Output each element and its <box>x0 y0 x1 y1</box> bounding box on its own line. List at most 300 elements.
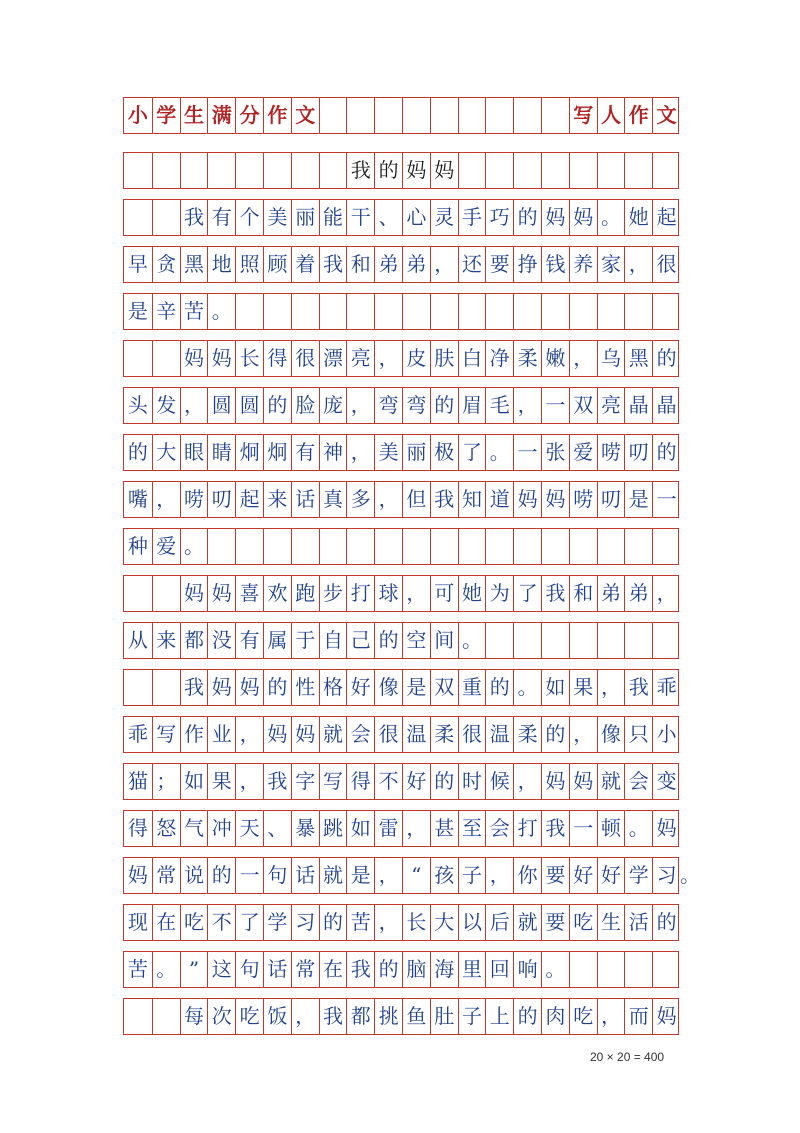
essay-cell <box>152 670 180 705</box>
essay-cell: 是 <box>402 670 430 705</box>
essay-cell: 毛 <box>485 388 513 423</box>
essay-cell: 我 <box>319 999 347 1034</box>
essay-cell: 话 <box>291 482 319 517</box>
essay-cell <box>346 294 374 329</box>
essay-cell: 的 <box>513 200 541 235</box>
essay-cell: 丽 <box>402 435 430 470</box>
essay-cell: 有 <box>207 200 235 235</box>
essay-cell <box>374 294 402 329</box>
essay-cell: 的 <box>263 388 291 423</box>
essay-cell: 眼 <box>180 435 208 470</box>
essay-cell: 没 <box>207 623 235 658</box>
essay-cell: 我 <box>541 811 569 846</box>
essay-cell: 妈 <box>652 999 680 1034</box>
essay-line <box>123 857 700 894</box>
essay-cell: 我 <box>624 670 652 705</box>
essay-cell: 肚 <box>430 999 458 1034</box>
essay-cell: 气 <box>180 811 208 846</box>
essay-cell: ， <box>180 388 208 423</box>
essay-cell: 发 <box>152 388 180 423</box>
essay-cell: 亮 <box>346 341 374 376</box>
essay-cell: 跑 <box>291 576 319 611</box>
essay-cell: 的 <box>374 623 402 658</box>
essay-cell: 而 <box>624 999 652 1034</box>
essay-cell: 美 <box>263 200 291 235</box>
essay-cell: 子 <box>458 858 486 893</box>
essay-cell: 了 <box>513 576 541 611</box>
essay-cell: 果 <box>207 764 235 799</box>
essay-cell: 弯 <box>374 388 402 423</box>
essay-cell: 巧 <box>485 200 513 235</box>
essay-cell: 乖 <box>127 722 148 746</box>
title-cell <box>235 153 263 188</box>
essay-cell: 球 <box>374 576 402 611</box>
essay-cell: 变 <box>652 764 680 799</box>
essay-cell: 。 <box>624 811 652 846</box>
essay-cell: 在 <box>152 905 180 940</box>
essay-cell <box>541 294 569 329</box>
essay-cell: 地 <box>207 247 235 282</box>
essay-cell: 她 <box>624 200 652 235</box>
essay-cell: 的 <box>541 717 569 752</box>
essay-cell: 有 <box>235 623 263 658</box>
essay-cell <box>152 999 180 1034</box>
essay-cell: 于 <box>291 623 319 658</box>
essay-cell: 如 <box>541 670 569 705</box>
essay-cell: 习 <box>652 858 680 893</box>
essay-cell: 和 <box>346 247 374 282</box>
essay-cell: 庞 <box>319 388 347 423</box>
essay-cell <box>319 294 347 329</box>
essay-cell: 句 <box>263 858 291 893</box>
essay-cell: 脑 <box>402 952 430 987</box>
essay-cell: 唠 <box>597 435 625 470</box>
essay-cell: 我 <box>180 670 208 705</box>
essay-cell: 好 <box>597 858 625 893</box>
essay-cell: 的 <box>263 670 291 705</box>
essay-cell <box>152 341 180 376</box>
essay-cell: 常 <box>152 858 180 893</box>
essay-cell: ， <box>430 247 458 282</box>
essay-cell <box>319 529 347 564</box>
essay-line <box>123 246 679 283</box>
essay-cell: 鱼 <box>402 999 430 1034</box>
header-cell: 作 <box>624 98 652 133</box>
essay-line <box>123 763 679 800</box>
essay-cell: 喜 <box>235 576 263 611</box>
essay-cell: 苦 <box>346 905 374 940</box>
essay-line <box>123 575 679 612</box>
essay-cell <box>485 623 513 658</box>
essay-cell: 一 <box>569 811 597 846</box>
essay-cell: 很 <box>374 717 402 752</box>
essay-cell: 灵 <box>430 200 458 235</box>
essay-cell: 张 <box>541 435 569 470</box>
essay-cell: 学 <box>263 905 291 940</box>
essay-cell <box>569 529 597 564</box>
essay-cell: 手 <box>458 200 486 235</box>
essay-cell: 只 <box>624 717 652 752</box>
essay-cell: 后 <box>485 905 513 940</box>
overflow-punctuation: 。 <box>680 863 700 887</box>
essay-line <box>123 434 679 471</box>
essay-cell: ， <box>513 388 541 423</box>
essay-line <box>123 199 679 236</box>
essay-cell: 性 <box>291 670 319 705</box>
essay-cell: 吃 <box>569 999 597 1034</box>
essay-cell: 肤 <box>430 341 458 376</box>
essay-cell: 业 <box>207 717 235 752</box>
essay-cell: 如 <box>346 811 374 846</box>
essay-cell: 说 <box>180 858 208 893</box>
essay-cell: 属 <box>263 623 291 658</box>
essay-cell <box>263 294 291 329</box>
essay-cell: 会 <box>346 717 374 752</box>
essay-cell <box>513 294 541 329</box>
essay-cell <box>291 294 319 329</box>
essay-cell: 眉 <box>458 388 486 423</box>
title-cell <box>458 153 486 188</box>
essay-cell: 是 <box>346 858 374 893</box>
essay-cell: 像 <box>597 717 625 752</box>
essay-cell: 黑 <box>180 247 208 282</box>
essay-cell: 辛 <box>152 294 180 329</box>
essay-cell <box>541 529 569 564</box>
essay-cell: 、 <box>374 200 402 235</box>
essay-cell: 子 <box>458 999 486 1034</box>
essay-cell: 像 <box>374 670 402 705</box>
essay-cell <box>124 999 152 1034</box>
essay-cell: ” <box>180 952 208 987</box>
essay-line <box>123 387 679 424</box>
essay-cell <box>235 294 263 329</box>
essay-cell: 可 <box>430 576 458 611</box>
essay-line <box>123 669 679 706</box>
essay-cell: 乖 <box>652 670 680 705</box>
essay-line <box>123 622 679 659</box>
essay-cell: 长 <box>235 341 263 376</box>
essay-cell <box>263 529 291 564</box>
essay-cell: 要 <box>485 247 513 282</box>
essay-cell: 头 <box>127 393 148 417</box>
essay-cell: 妈 <box>541 764 569 799</box>
essay-cell: 时 <box>458 764 486 799</box>
essay-cell: 肉 <box>541 999 569 1034</box>
essay-cell: 弟 <box>402 247 430 282</box>
essay-cell: 习 <box>291 905 319 940</box>
essay-cell: 。 <box>513 670 541 705</box>
essay-cell: 心 <box>402 200 430 235</box>
essay-cell: 得 <box>127 816 148 840</box>
header-cell: 文 <box>291 98 319 133</box>
essay-cell: 以 <box>458 905 486 940</box>
essay-cell: 妈 <box>541 200 569 235</box>
essay-cell: 写 <box>152 717 180 752</box>
essay-cell: 吃 <box>569 905 597 940</box>
essay-cell: 早 <box>127 252 148 276</box>
essay-cell: 弟 <box>374 247 402 282</box>
essay-cell <box>652 952 680 987</box>
essay-cell: 很 <box>652 247 680 282</box>
essay-line <box>123 810 679 847</box>
essay-cell: 是 <box>624 482 652 517</box>
essay-cell: 弯 <box>402 388 430 423</box>
essay-cell: 的 <box>430 388 458 423</box>
essay-cell: “ <box>402 858 430 893</box>
essay-cell: 常 <box>291 952 319 987</box>
essay-cell: 跳 <box>319 811 347 846</box>
essay-cell <box>652 623 680 658</box>
essay-cell: 的 <box>127 440 148 464</box>
essay-cell: 起 <box>235 482 263 517</box>
essay-cell <box>513 529 541 564</box>
essay-cell: 妈 <box>291 717 319 752</box>
essay-cell: 我 <box>319 247 347 282</box>
essay-cell: 现 <box>127 910 148 934</box>
essay-cell: ， <box>485 858 513 893</box>
essay-cell <box>430 294 458 329</box>
essay-cell: 种 <box>127 534 148 558</box>
essay-cell: 丽 <box>291 200 319 235</box>
essay-cell: 暴 <box>291 811 319 846</box>
essay-cell: 。 <box>180 529 208 564</box>
essay-cell: 怒 <box>152 811 180 846</box>
essay-cell: 会 <box>485 811 513 846</box>
essay-cell: 起 <box>652 200 680 235</box>
header-cell <box>485 98 513 133</box>
essay-cell: 知 <box>458 482 486 517</box>
essay-cell: 天 <box>235 811 263 846</box>
essay-cell: 的 <box>652 435 680 470</box>
essay-line <box>123 481 679 518</box>
essay-cell: ； <box>152 764 180 799</box>
essay-cell: 柔 <box>513 341 541 376</box>
essay-cell: 打 <box>346 576 374 611</box>
header-cell <box>458 98 486 133</box>
essay-cell: 要 <box>541 905 569 940</box>
essay-cell: 双 <box>430 670 458 705</box>
essay-cell: 冲 <box>207 811 235 846</box>
essay-cell: 在 <box>319 952 347 987</box>
essay-cell: 白 <box>458 341 486 376</box>
essay-cell: 一 <box>541 388 569 423</box>
essay-cell: 写 <box>319 764 347 799</box>
essay-cell: 。 <box>152 952 180 987</box>
essay-cell: 小 <box>652 717 680 752</box>
essay-cell: 这 <box>207 952 235 987</box>
essay-cell: ， <box>346 435 374 470</box>
essay-cell: 活 <box>624 905 652 940</box>
essay-line <box>123 716 679 753</box>
essay-cell: 的 <box>374 952 402 987</box>
essay-cell: 黑 <box>624 341 652 376</box>
essay-cell: 弟 <box>624 576 652 611</box>
writing-grid-sheet <box>123 97 700 1035</box>
essay-cell: 为 <box>485 576 513 611</box>
essay-cell: 孩 <box>430 858 458 893</box>
essay-cell: 但 <box>402 482 430 517</box>
essay-cell: 就 <box>319 717 347 752</box>
essay-cell: 要 <box>541 858 569 893</box>
essay-cell: 。 <box>485 435 513 470</box>
essay-cell: 个 <box>235 200 263 235</box>
title-cell <box>541 153 569 188</box>
essay-cell: 、 <box>263 811 291 846</box>
essay-cell <box>124 670 152 705</box>
essay-cell: 柔 <box>513 717 541 752</box>
essay-cell: 好 <box>346 670 374 705</box>
title-cell <box>485 153 513 188</box>
essay-cell: 的 <box>485 670 513 705</box>
essay-cell: 不 <box>207 905 235 940</box>
essay-cell: 美 <box>374 435 402 470</box>
essay-cell: 大 <box>430 905 458 940</box>
essay-cell <box>291 529 319 564</box>
essay-cell <box>402 294 430 329</box>
essay-cell <box>624 529 652 564</box>
essay-cell: 如 <box>180 764 208 799</box>
essay-cell: 己 <box>346 623 374 658</box>
essay-cell: 是 <box>127 299 148 323</box>
essay-cell <box>485 294 513 329</box>
essay-cell: 话 <box>291 858 319 893</box>
essay-cell <box>402 529 430 564</box>
essay-cell: 圆 <box>235 388 263 423</box>
essay-cell <box>597 294 625 329</box>
essay-cell: 她 <box>458 576 486 611</box>
title-cell: 的 <box>374 153 402 188</box>
essay-cell: 妈 <box>207 670 235 705</box>
essay-cell: 温 <box>402 717 430 752</box>
essay-cell <box>597 529 625 564</box>
essay-cell: 神 <box>319 435 347 470</box>
header-row <box>123 97 679 134</box>
essay-cell: 都 <box>180 623 208 658</box>
essay-cell: 我 <box>263 764 291 799</box>
essay-cell: 猫 <box>127 769 148 793</box>
header-cell <box>319 98 347 133</box>
essay-cell: 就 <box>513 905 541 940</box>
essay-cell: 一 <box>513 435 541 470</box>
essay-cell <box>624 952 652 987</box>
essay-cell: 次 <box>207 999 235 1034</box>
essay-cell: 睛 <box>207 435 235 470</box>
essay-cell <box>541 623 569 658</box>
essay-cell <box>152 200 180 235</box>
essay-line <box>123 904 679 941</box>
essay-cell: 响 <box>513 952 541 987</box>
essay-cell: 就 <box>319 858 347 893</box>
essay-cell: 重 <box>458 670 486 705</box>
header-cell <box>513 98 541 133</box>
essay-cell: 唠 <box>180 482 208 517</box>
essay-cell: ， <box>513 764 541 799</box>
essay-cell: 苦 <box>180 294 208 329</box>
essay-cell: 很 <box>291 341 319 376</box>
essay-cell: 妈 <box>207 576 235 611</box>
essay-cell: 晶 <box>624 388 652 423</box>
essay-cell <box>624 623 652 658</box>
essay-cell: 妈 <box>235 670 263 705</box>
essay-cell: ， <box>597 999 625 1034</box>
header-cell <box>541 98 569 133</box>
essay-cell: 的 <box>513 999 541 1034</box>
essay-cell: 钱 <box>541 247 569 282</box>
essay-line <box>123 528 679 565</box>
essay-cell: 妈 <box>180 341 208 376</box>
essay-cell: 着 <box>291 247 319 282</box>
essay-cell: ， <box>374 482 402 517</box>
essay-cell: 家 <box>597 247 625 282</box>
essay-cell: 贪 <box>152 247 180 282</box>
essay-cell: 学 <box>624 858 652 893</box>
essay-cell: ， <box>597 670 625 705</box>
essay-cell: ， <box>291 999 319 1034</box>
essay-cell: 大 <box>152 435 180 470</box>
essay-cell: 嫩 <box>541 341 569 376</box>
title-cell <box>124 153 152 188</box>
essay-cell: 爱 <box>569 435 597 470</box>
title-cell <box>513 153 541 188</box>
title-cell: 妈 <box>430 153 458 188</box>
essay-cell: ， <box>569 717 597 752</box>
essay-cell: ， <box>235 764 263 799</box>
essay-cell: 晶 <box>652 388 680 423</box>
essay-cell: 里 <box>458 952 486 987</box>
header-cell <box>374 98 402 133</box>
essay-cell: 长 <box>402 905 430 940</box>
essay-cell: 能 <box>319 200 347 235</box>
essay-cell: 道 <box>485 482 513 517</box>
essay-cell: 的 <box>652 341 680 376</box>
essay-cell: 妈 <box>127 863 148 887</box>
title-cell <box>652 153 680 188</box>
essay-cell <box>207 529 235 564</box>
essay-cell: 有 <box>291 435 319 470</box>
essay-cell <box>430 529 458 564</box>
essay-cell: 海 <box>430 952 458 987</box>
essay-cell: 你 <box>513 858 541 893</box>
grid-size-label: 20 × 20 = 400 <box>590 1050 665 1064</box>
header-cell: 人 <box>597 98 625 133</box>
essay-cell: 来 <box>263 482 291 517</box>
essay-line <box>123 951 679 988</box>
essay-cell: 挑 <box>374 999 402 1034</box>
essay-cell <box>624 294 652 329</box>
essay-cell: 果 <box>569 670 597 705</box>
essay-cell: 一 <box>235 858 263 893</box>
title-cell: 妈 <box>402 153 430 188</box>
essay-cell <box>124 200 152 235</box>
essay-cell <box>374 529 402 564</box>
essay-cell: ， <box>624 247 652 282</box>
header-cell <box>430 98 458 133</box>
essay-cell: 格 <box>319 670 347 705</box>
essay-cell: 自 <box>319 623 347 658</box>
essay-cell: 养 <box>569 247 597 282</box>
essay-cell: ， <box>569 341 597 376</box>
essay-cell: 回 <box>485 952 513 987</box>
essay-cell: 挣 <box>513 247 541 282</box>
essay-cell: 了 <box>458 435 486 470</box>
essay-cell: 我 <box>180 200 208 235</box>
essay-cell: 炯 <box>263 435 291 470</box>
essay-cell: 很 <box>458 717 486 752</box>
essay-cell: 甚 <box>430 811 458 846</box>
essay-cell: 妈 <box>513 482 541 517</box>
essay-cell: ， <box>152 482 180 517</box>
essay-cell <box>597 952 625 987</box>
